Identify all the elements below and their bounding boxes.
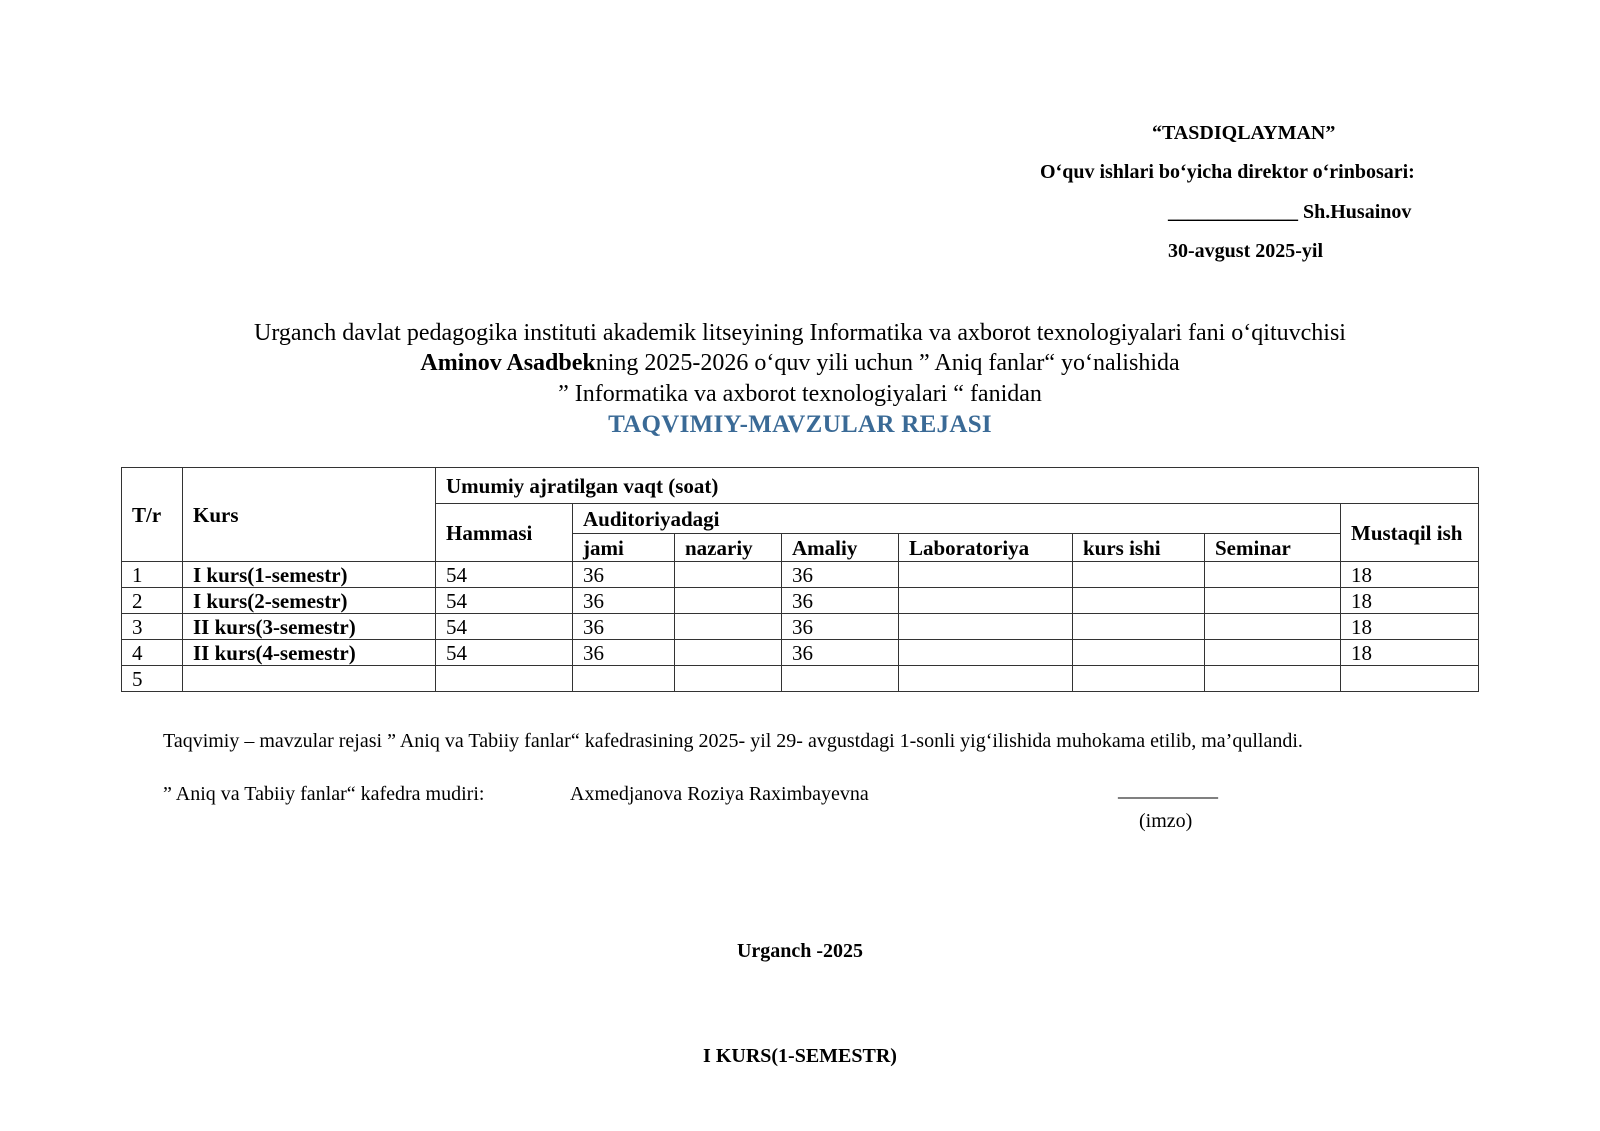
- header-amaliy: Amaliy: [782, 534, 899, 562]
- header-laboratoriya: Laboratoriya: [899, 534, 1073, 562]
- cell-jami: 36: [573, 640, 675, 666]
- cell-laboratoriya: [899, 614, 1073, 640]
- hours-table: [121, 467, 1479, 692]
- cell-tr: 2: [122, 588, 183, 614]
- header-mustaqil: Mustaqil ish: [1341, 504, 1479, 562]
- table-row: [122, 640, 1479, 666]
- cell-tr: 5: [122, 666, 183, 692]
- cell-jami: 36: [573, 588, 675, 614]
- cell-kurs: II kurs(4-semestr): [183, 640, 436, 666]
- approval-title: “TASDIQLAYMAN”: [1152, 122, 1336, 144]
- cell-tr: 4: [122, 640, 183, 666]
- signature-caption: (imzo): [1139, 810, 1193, 832]
- header-seminar: Seminar: [1205, 534, 1341, 562]
- cell-jami: 36: [573, 614, 675, 640]
- cell-kurs-ishi: [1073, 562, 1205, 588]
- cell-nazariy: [675, 666, 782, 692]
- discussion-note: Taqvimiy – mavzular rejasi ” Aniq va Tabiiy fanlar“ kafedrasining 2025- yil 29- avgustdagi 1-sonli yig‘ilishida muhokama etilib, ma’qullandi.: [163, 730, 1303, 752]
- approval-date: 30-avgust 2025-yil: [1168, 240, 1323, 262]
- heading-line-1: Urganch davlat pedagogika instituti akademik litseyining Informatika va axborot texnologiyalari fani o‘qituvchisi: [254, 320, 1346, 346]
- cell-mustaqil: 18: [1341, 614, 1479, 640]
- cell-amaliy: [782, 666, 899, 692]
- cell-seminar: [1205, 562, 1341, 588]
- teacher-name: Aminov Asadbek: [420, 350, 596, 376]
- header-hammasi: Hammasi: [436, 504, 573, 562]
- approval-position: O‘quv ishlari bo‘yicha direktor o‘rinbosari:: [1040, 161, 1415, 183]
- cell-amaliy: 36: [782, 614, 899, 640]
- cell-kurs-ishi: [1073, 666, 1205, 692]
- cell-mustaqil: [1341, 666, 1479, 692]
- cell-amaliy: 36: [782, 562, 899, 588]
- heading-line-2-rest: ning 2025-2026 o‘quv yili uchun ” Aniq fanlar“ yo‘nalishida: [595, 350, 1180, 376]
- cell-tr: 1: [122, 562, 183, 588]
- plan-title: TAQVIMIY-MAVZULAR REJASI: [608, 411, 992, 438]
- approval-signature-line: _____________ Sh.Husainov: [1168, 201, 1412, 223]
- header-auditoriya: Auditoriyadagi: [573, 504, 1341, 534]
- table-row: [122, 614, 1479, 640]
- cell-laboratoriya: [899, 640, 1073, 666]
- table-row: [122, 562, 1479, 588]
- header-kurs: Kurs: [183, 468, 436, 562]
- heading-line-2: [0, 350, 1600, 377]
- table-row: [122, 666, 1479, 692]
- cell-jami: [573, 666, 675, 692]
- signature-line: __________: [1118, 779, 1218, 801]
- header-kurs-ishi: kurs ishi: [1073, 534, 1205, 562]
- cell-kurs: [183, 666, 436, 692]
- header-total-time: Umumiy ajratilgan vaqt (soat): [436, 468, 1479, 504]
- cell-nazariy: [675, 562, 782, 588]
- cell-seminar: [1205, 666, 1341, 692]
- heading-line-3: ” Informatika va axborot texnologiyalari “ fanidan: [558, 381, 1042, 407]
- cell-mustaqil: 18: [1341, 562, 1479, 588]
- cell-hammasi: 54: [436, 640, 573, 666]
- cell-kurs: I kurs(2-semestr): [183, 588, 436, 614]
- cell-laboratoriya: [899, 666, 1073, 692]
- cell-nazariy: [675, 640, 782, 666]
- cell-hammasi: 54: [436, 562, 573, 588]
- cell-tr: 3: [122, 614, 183, 640]
- cell-kurs-ishi: [1073, 640, 1205, 666]
- cell-seminar: [1205, 640, 1341, 666]
- header-jami: jami: [573, 534, 675, 562]
- cell-nazariy: [675, 588, 782, 614]
- cell-kurs: II kurs(3-semestr): [183, 614, 436, 640]
- cell-jami: 36: [573, 562, 675, 588]
- cell-hammasi: 54: [436, 614, 573, 640]
- header-tr: T/r: [122, 468, 183, 562]
- department-head-name: Axmedjanova Roziya Raximbayevna: [570, 783, 869, 805]
- cell-amaliy: 36: [782, 640, 899, 666]
- cell-hammasi: 54: [436, 588, 573, 614]
- header-nazariy: nazariy: [675, 534, 782, 562]
- cell-kurs-ishi: [1073, 614, 1205, 640]
- cell-seminar: [1205, 588, 1341, 614]
- city-year: Urganch -2025: [736, 940, 864, 962]
- cell-hammasi: [436, 666, 573, 692]
- department-head-label: ” Aniq va Tabiiy fanlar“ kafedra mudiri:: [163, 783, 485, 805]
- cell-laboratoriya: [899, 588, 1073, 614]
- cell-kurs-ishi: [1073, 588, 1205, 614]
- cell-nazariy: [675, 614, 782, 640]
- section-title: I KURS(1-SEMESTR): [703, 1045, 897, 1067]
- cell-laboratoriya: [899, 562, 1073, 588]
- table-row: [122, 588, 1479, 614]
- cell-amaliy: 36: [782, 588, 899, 614]
- cell-kurs: I kurs(1-semestr): [183, 562, 436, 588]
- cell-seminar: [1205, 614, 1341, 640]
- cell-mustaqil: 18: [1341, 588, 1479, 614]
- cell-mustaqil: 18: [1341, 640, 1479, 666]
